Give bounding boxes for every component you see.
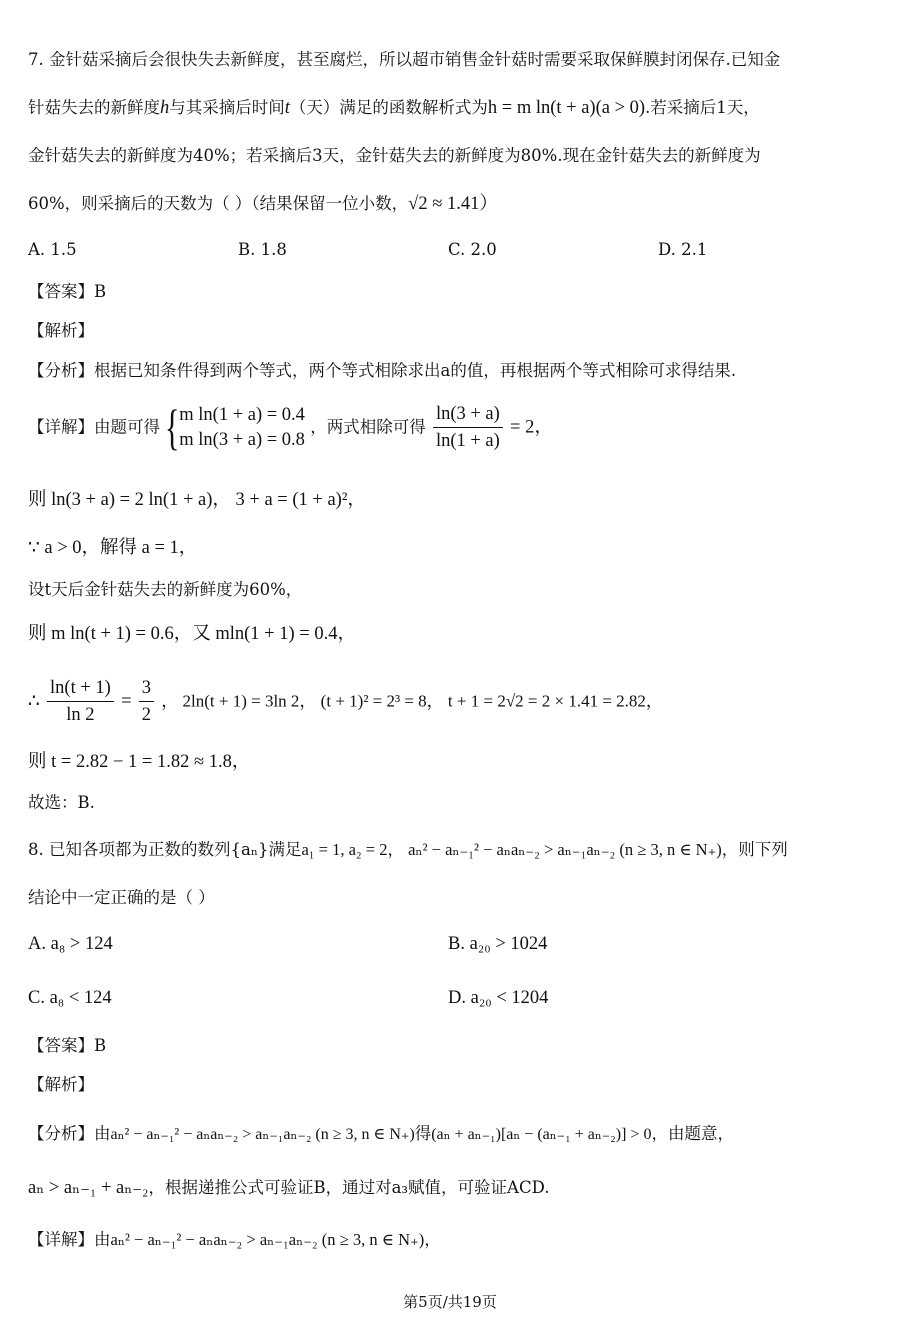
q8-detail-formula: aₙ² − aₙ₋₁² − aₙaₙ₋₂ > aₙ₋₁aₙ₋₂ (n ≥ 3, n ∈ N₊) xyxy=(110,1230,425,1249)
q7-text: （天）满足的函数解析式为 xyxy=(289,98,488,117)
q7-system-eq1: m ln(1 + a) = 0.4 xyxy=(179,404,305,425)
q7-analysis-title-text: 解析 xyxy=(44,321,78,340)
q7-system-eq2: m ln(3 + a) = 0.8 xyxy=(179,429,305,450)
therefore-icon: ∴ xyxy=(28,691,40,712)
q7-step5-tail: ， 2ln(t + 1) = 3ln 2， (t + 1)² = 2³ = 8， t + 1 = 2√2 = 2 × 1.41 = 2.82， xyxy=(161,691,663,711)
q7-step6: 则 t = 2.82 − 1 = 1.82 ≈ 1.8， xyxy=(28,752,251,772)
q8-text: 得 xyxy=(414,1124,432,1143)
q7-var-h: h xyxy=(160,98,170,118)
q7-fraction-denominator: ln(1 + a) xyxy=(435,431,500,451)
q7-step1: 则 ln(3 + a) = 2 ln(1 + a)， 3 + a = (1 + a)²， xyxy=(28,490,366,510)
q8-stem-line2: 结论中一定正确的是（ ） xyxy=(28,888,215,907)
page-footer: 第5页/共19页 xyxy=(403,1293,497,1311)
q7-fraction-denominator: 2 xyxy=(141,705,152,725)
q7-fraction-numerator: ln(t + 1) xyxy=(47,676,114,702)
q8-stem-line1 xyxy=(28,838,788,862)
q7-option-b: B. 1.8 xyxy=(238,240,287,259)
q7-detail-prefix: 【详解】由题可得 xyxy=(28,417,160,437)
q7-fraction-three-halves xyxy=(139,676,154,727)
q7-option-d: D. 2.1 xyxy=(658,240,708,259)
q7-text: .若采摘后1天， xyxy=(645,98,760,117)
q7-equals: = xyxy=(121,691,132,712)
q7-equation-system xyxy=(165,398,305,455)
q7-analysis: 【分析】根据已知条件得到两个等式，两个等式相除求出a的值，再根据两个等式相除可求得结果. xyxy=(28,361,737,380)
q7-option-a: A. 1.5 xyxy=(28,240,77,259)
q7-step2: ∵ a > 0，解得 a = 1， xyxy=(28,538,198,558)
q7-stem-line3: 金针菇失去的新鲜度为40%；若采摘后3天，金针菇失去的新鲜度为80%.现在金针菇失去的新鲜度为 xyxy=(28,146,761,165)
q8-text: 【详解】由 xyxy=(28,1230,111,1249)
q7-option-c: C. 2.0 xyxy=(448,240,497,259)
q8-factored-formula: (aₙ + aₙ₋₁)[aₙ − (aₙ₋₁ + aₙ₋₂)] > 0 xyxy=(431,1126,652,1143)
q8-text: 【分析】由 xyxy=(28,1124,111,1143)
q8-text: ，由题意， xyxy=(651,1124,734,1143)
q7-detail-line1 xyxy=(28,398,553,455)
q8-option-c: C. a₈ < 124 xyxy=(28,988,112,1008)
q7-fraction-ratio xyxy=(433,402,503,453)
q8-analysis-title: 【解析】 xyxy=(28,1075,94,1094)
q8-text: 8. 已知各项都为正数的数列{aₙ}满足 xyxy=(28,840,302,859)
q7-fraction-numerator: 3 xyxy=(139,676,154,702)
q8-option-d: D. a₂₀ < 1204 xyxy=(448,988,549,1008)
q8-condition-formula: a₁ = 1, a₂ = 2， aₙ² − aₙ₋₁² − aₙaₙ₋₂ > aₙ₋₁aₙ₋₂ (n ≥ 3, n ∈ N₊) xyxy=(301,840,722,859)
q7-text: 与其采摘后时间 xyxy=(169,98,285,117)
q8-recurrence-formula: aₙ > aₙ₋₁ + aₙ₋₂ xyxy=(28,1178,149,1198)
q7-step3: 设t天后金针菇失去的新鲜度为60%， xyxy=(28,580,303,599)
q7-function-formula: h = m ln(t + a)(a > 0) xyxy=(487,98,646,118)
q7-var-t: t xyxy=(284,98,290,118)
q7-detail-mid: ，两式相除可得 xyxy=(310,417,426,437)
q7-analysis-title: 【解析】 xyxy=(28,321,94,340)
q7-sqrt-approx: √2 ≈ 1.41） xyxy=(408,194,498,214)
q8-option-b: B. a₂₀ > 1024 xyxy=(448,934,548,954)
q7-text: 针菇失去的新鲜度 xyxy=(28,98,160,117)
q8-text: ，则下列 xyxy=(721,840,788,859)
q7-fraction-tail: = 2， xyxy=(510,417,553,438)
q7-choice: 故选：B. xyxy=(28,793,95,812)
q7-fraction-log-ratio xyxy=(47,676,114,727)
q7-stem-line1: 7. 金针菇采摘后会很快失去新鲜度，甚至腐烂，所以超市销售金针菇时需要采取保鲜膜封闭保存.已知金 xyxy=(28,50,781,69)
q7-step4: 则 m ln(t + 1) = 0.6，又 mln(1 + 1) = 0.4， xyxy=(28,624,356,644)
q8-analysis-title-text: 解析 xyxy=(44,1075,78,1094)
q7-stem-line2 xyxy=(28,96,760,120)
q7-fraction-denominator: ln 2 xyxy=(66,705,95,725)
left-brace-icon: { xyxy=(165,398,180,455)
q8-analysis-line1 xyxy=(28,1122,734,1147)
q7-step5 xyxy=(28,676,663,727)
q8-text: ，根据递推公式可验证B，通过对a₃赋值，可验证ACD. xyxy=(148,1178,550,1197)
q8-detail-line1 xyxy=(28,1228,441,1252)
q8-option-a: A. a₈ > 124 xyxy=(28,934,113,954)
q8-analysis-line2 xyxy=(28,1176,549,1200)
q8-analysis-formula: aₙ² − aₙ₋₁² − aₙaₙ₋₂ > aₙ₋₁aₙ₋₂ (n ≥ 3, n ∈ N₊) xyxy=(110,1126,415,1143)
q7-answer: 【答案】B xyxy=(28,282,107,301)
q7-fraction-numerator: ln(3 + a) xyxy=(433,402,503,428)
q7-text: 60%，则采摘后的天数为（ ）（结果保留一位小数， xyxy=(28,194,409,213)
q8-text: ， xyxy=(424,1230,441,1249)
q7-stem-line4 xyxy=(28,192,498,216)
q8-answer: 【答案】B xyxy=(28,1036,107,1055)
